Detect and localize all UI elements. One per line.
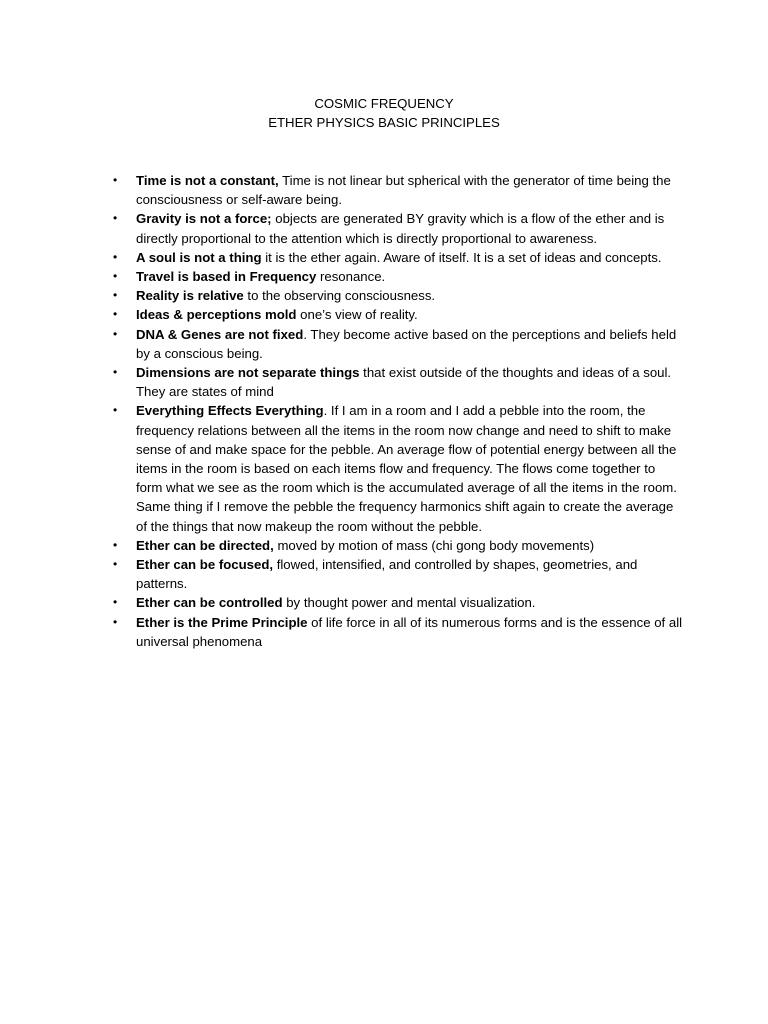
bullet-icon: • [113, 595, 118, 610]
bullet-icon: • [113, 537, 118, 552]
item-bold-lead: Everything Effects Everything [136, 403, 324, 419]
bullet-icon: • [113, 365, 118, 380]
item-bold-lead: Ether can be controlled [136, 595, 283, 611]
item-bold-lead: Gravity is not a force; [136, 211, 272, 227]
bullet-icon: • [113, 173, 118, 187]
item-text: it is the ether again. Aware of itself. It is a set of ideas and concepts. [261, 249, 662, 265]
list-item [113, 286, 684, 305]
item-bold-lead: Reality is relative [136, 288, 244, 304]
item-bold-lead: Ether can be directed, [136, 537, 274, 553]
item-bold-lead: Ether is the Prime Principle [136, 614, 308, 630]
item-text: . If I am in a room and I add a pebble into the room, the frequency relations between all the items in the room now change and need to shift to make sense of and make space for the pebble. An average flow of potential energy between all the items in the room is based on each items flow and frequency. The flows come together to form what we see as the room which is the accumulated average of all the items in the room. Same thing if I remove the pebble the frequency harmonics shift again to create the average of the things that now makeup the room without the pebble. [136, 403, 677, 534]
list-item [113, 325, 684, 363]
list-item [113, 593, 684, 612]
item-text: objects are generated BY gravity which is a flow of the ether and is directly proportional to the attention which is directly proportional to awareness. [136, 211, 665, 246]
bullet-icon: • [113, 269, 118, 284]
item-text: flowed, intensified, and controlled by shapes, geometries, and patterns. [136, 557, 638, 592]
item-text: that exist outside of the thoughts and ideas of a soul. They are states of mind [136, 365, 672, 400]
principles-list [113, 171, 684, 651]
item-text: one’s view of reality. [296, 307, 418, 323]
list-item [113, 305, 684, 324]
item-text: . They become active based on the perceptions and beliefs held by a conscious being. [136, 326, 677, 361]
bullet-icon: • [113, 211, 118, 226]
item-bold-lead: Ether can be focused, [136, 557, 274, 573]
list-item [113, 171, 684, 209]
list-item [113, 248, 684, 267]
list-item [113, 363, 684, 401]
bullet-icon: • [113, 288, 118, 303]
document-heading [0, 94, 768, 132]
list-item [113, 613, 684, 651]
list-item [113, 209, 684, 247]
item-text: resonance. [316, 269, 386, 285]
item-text: to the observing consciousness. [243, 288, 436, 304]
item-text: moved by motion of mass (chi gong body movements) [273, 537, 595, 553]
bullet-icon: • [113, 403, 118, 418]
bullet-icon: • [113, 326, 118, 341]
list-item [113, 401, 684, 535]
bullet-icon: • [113, 249, 118, 264]
list-item [113, 555, 684, 593]
document-subtitle: ETHER PHYSICS BASIC PRINCIPLES [268, 115, 500, 130]
item-text: by thought power and mental visualization. [282, 595, 536, 611]
item-bold-lead: Travel is based in Frequency [136, 269, 317, 285]
bullet-icon: • [113, 557, 118, 572]
document-title: COSMIC FREQUENCY [314, 96, 454, 111]
item-bold-lead: Time is not a constant, [136, 173, 279, 188]
bullet-icon: • [113, 614, 118, 629]
item-text: of life force in all of its numerous forms and is the essence of all universal phenomena [136, 614, 683, 649]
item-bold-lead: DNA & Genes are not fixed [136, 326, 304, 342]
list-item [113, 267, 684, 286]
item-bold-lead: Dimensions are not separate things [136, 365, 360, 381]
item-bold-lead: Ideas & perceptions mold [136, 307, 297, 323]
bullet-icon: • [113, 307, 118, 322]
list-item [113, 536, 684, 555]
item-bold-lead: A soul is not a thing [136, 249, 262, 265]
item-text: Time is not linear but spherical with the generator of time being the consciousness or self-aware being. [136, 173, 671, 208]
